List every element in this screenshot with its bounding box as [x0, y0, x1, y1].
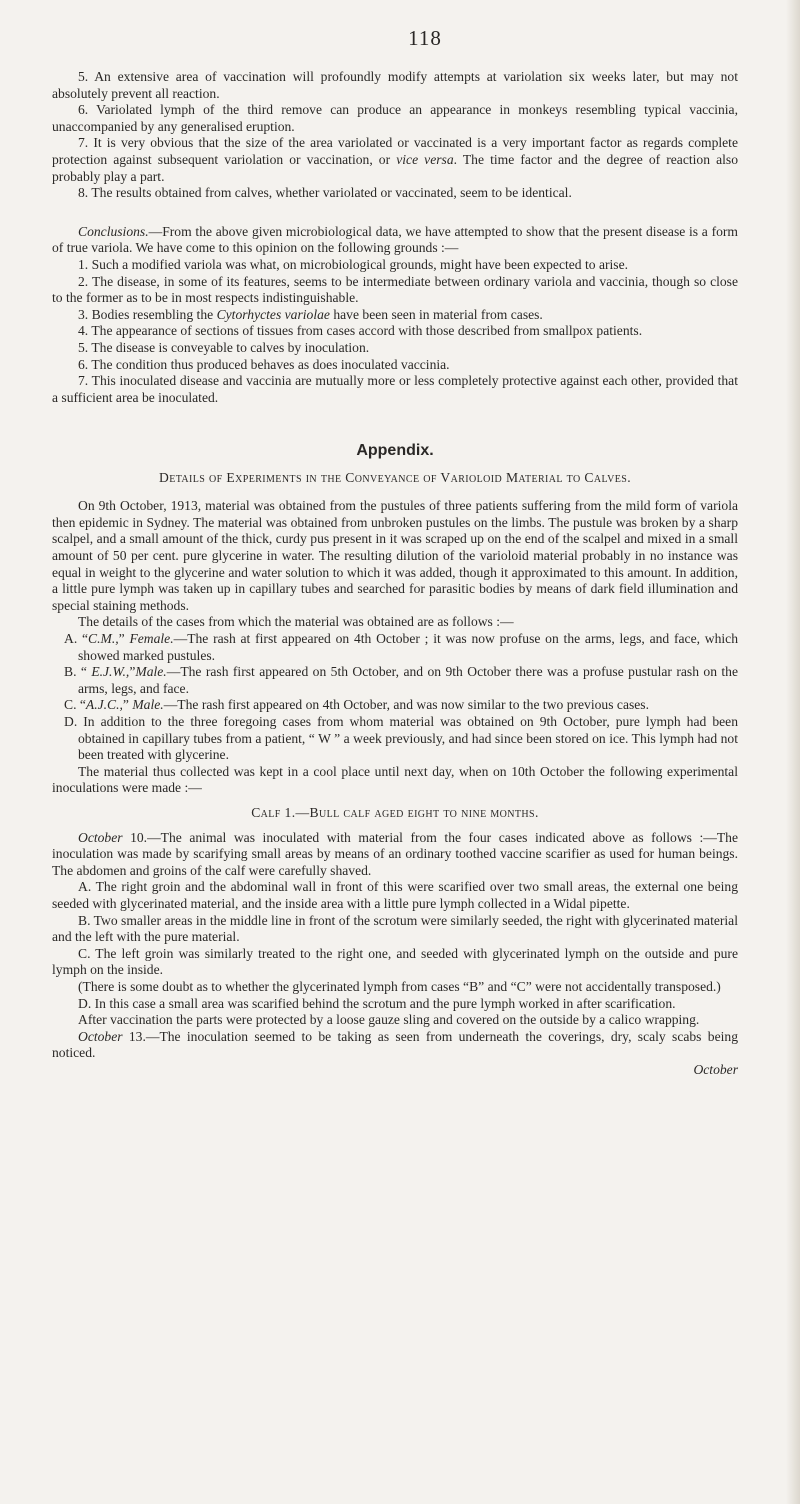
- conclusions-intro: [52, 224, 738, 257]
- conclusion-6: 6. The condition thus produced behaves as does inoculated vaccinia.: [78, 356, 450, 372]
- finding-6: 6. Variolated lymph of the third remove can produce an appearance in monkeys resembling typical vaccinia, unaccompanied by any generalised eruption.: [52, 102, 738, 134]
- page-number: 118: [408, 26, 442, 50]
- appendix-subtitle: Details of Experiments in the Conveyance of Varioloid Material to Calves.: [158, 470, 632, 486]
- conclusion-3: 3. Bodies resembling the Cytorhyctes variolae have been seen in material from cases.: [78, 306, 543, 322]
- october-10-entry: October 10.—The animal was inoculated with material from the four cases indicated above as follows :—The inoculation was made by scarifying small areas by means of an ordinary toothed vaccine scarifier as used for human beings. The abdomen and groins of the calf were carefully shaved.: [52, 829, 738, 878]
- conclusion-1: 1. Such a modified variola was what, on microbiological grounds, might have been expected to arise.: [78, 256, 629, 272]
- page-edge-shadow: [786, 0, 800, 1504]
- finding-8: 8. The results obtained from calves, whether variolated or vaccinated, seem to be identical.: [78, 185, 572, 201]
- calf-heading: Calf 1.—Bull calf aged eight to nine months.: [251, 804, 539, 820]
- appendix-paragraph-3: The material thus collected was kept in a cool place until next day, when on 10th October the following experimental inoculations were made :—: [52, 763, 738, 796]
- case-b: B. “ E.J.W.,”Male.—The rash first appeared on 5th October, and on 9th October there was a profuse pustular rash on the arms, legs, and face.: [64, 664, 738, 696]
- appendix-paragraph-1: On 9th October, 1913, material was obtained from the pustules of three patients suffering from the mild form of variola then epidemic in Sydney. The material was obtained from unbroken pustules on the limbs. The pustule was broken by a sharp scalpel, and a small amount of the thick, curdy pus present in it was scraped up on the end of the scalpel and mixed in a small amount of 50 per cent. pure glycerine in water. The resulting dilution of the varioloid material probably in no instance was equal in weight to the glycerine and water solution to which it was added, though it approximated to this amount. In addition, a little pure lymph was taken up in capillary tubes and searched for parasitic bodies by means of dark field illumination and special staining methods.: [52, 498, 738, 613]
- calf-site-a: A. The right groin and the abdominal wall in front of this were scarified over two small areas, the external one being seeded with glycerinated material, and the inside area with a little pure lymph collected in a Widal pipette.: [52, 879, 738, 911]
- calf-site-b: B. Two smaller areas in the middle line in front of the scrotum were similarly seeded, the right with glycerinated material and the left with the pure material.: [52, 912, 738, 945]
- transposition-note: (There is some doubt as to whether the glycerinated lymph from cases “B” and “C” were not accidentally transposed.): [78, 978, 721, 994]
- october-13-entry: October 13.—The inoculation seemed to be taking as seen from underneath the coverings, dry, scaly scabs being noticed.: [52, 1028, 738, 1061]
- catchword: October: [693, 1061, 738, 1077]
- conclusion-7: 7. This inoculated disease and vaccinia are mutually more or less completely protective against each other, provided that a sufficient area be inoculated.: [52, 373, 738, 405]
- case-c: C. “A.J.C.,” Male.—The rash first appeared on 4th October, and was now similar to the two previous cases.: [64, 697, 649, 713]
- conclusion-4: 4. The appearance of sections of tissues from cases accord with those described from smallpox patients.: [78, 323, 643, 339]
- finding-7: 7. It is very obvious that the size of the area variolated or vaccinated is a very important factor as regards complete protection against subsequent variolation or vaccination, or vice versa. The time factor and the degree of reaction also probably play a part.: [52, 135, 738, 184]
- after-vaccination-note: After vaccination the parts were protected by a loose gauze sling and covered on the outside by a calico wrapping.: [78, 1012, 700, 1028]
- finding-5: 5. An extensive area of vaccination will profoundly modify attempts at variolation six weeks later, but may not absolutely prevent all reaction.: [52, 69, 738, 101]
- calf-site-d: D. In this case a small area was scarified behind the scrotum and the pure lymph worked in after scarification.: [78, 995, 676, 1011]
- conclusions-label: Conclusions.: [78, 223, 149, 239]
- appendix-title: Appendix.: [356, 442, 434, 460]
- appendix-paragraph-2: The details of the cases from which the material was obtained are as follows :—: [78, 614, 514, 630]
- case-a: A. “C.M.,” Female.—The rash at first appeared on 4th October ; it was now profuse on the arms, legs, and face, which showed marked pustules.: [64, 631, 738, 663]
- case-d: D. In addition to the three foregoing cases from whom material was obtained on 9th October, pure lymph had been obtained in capillary tubes from a patient, “ W ” a week previously, and had since been stored on ice. This lymph had not been treated with glycerine.: [64, 714, 738, 763]
- calf-site-c: C. The left groin was similarly treated to the right one, and seeded with glycerinated lymph on the outside and pure lymph on the inside.: [52, 945, 738, 978]
- conclusion-2: 2. The disease, in some of its features, seems to be intermediate between ordinary variola and vaccinia, though so close to the former as to be in most respects indistinguishable.: [52, 273, 738, 306]
- conclusions-text: —From the above given microbiological data, we have attempted to show that the present disease is a form of true variola. We have come to this opinion on the following grounds :—: [52, 223, 738, 256]
- conclusion-5: 5. The disease is conveyable to calves by inoculation.: [78, 339, 370, 355]
